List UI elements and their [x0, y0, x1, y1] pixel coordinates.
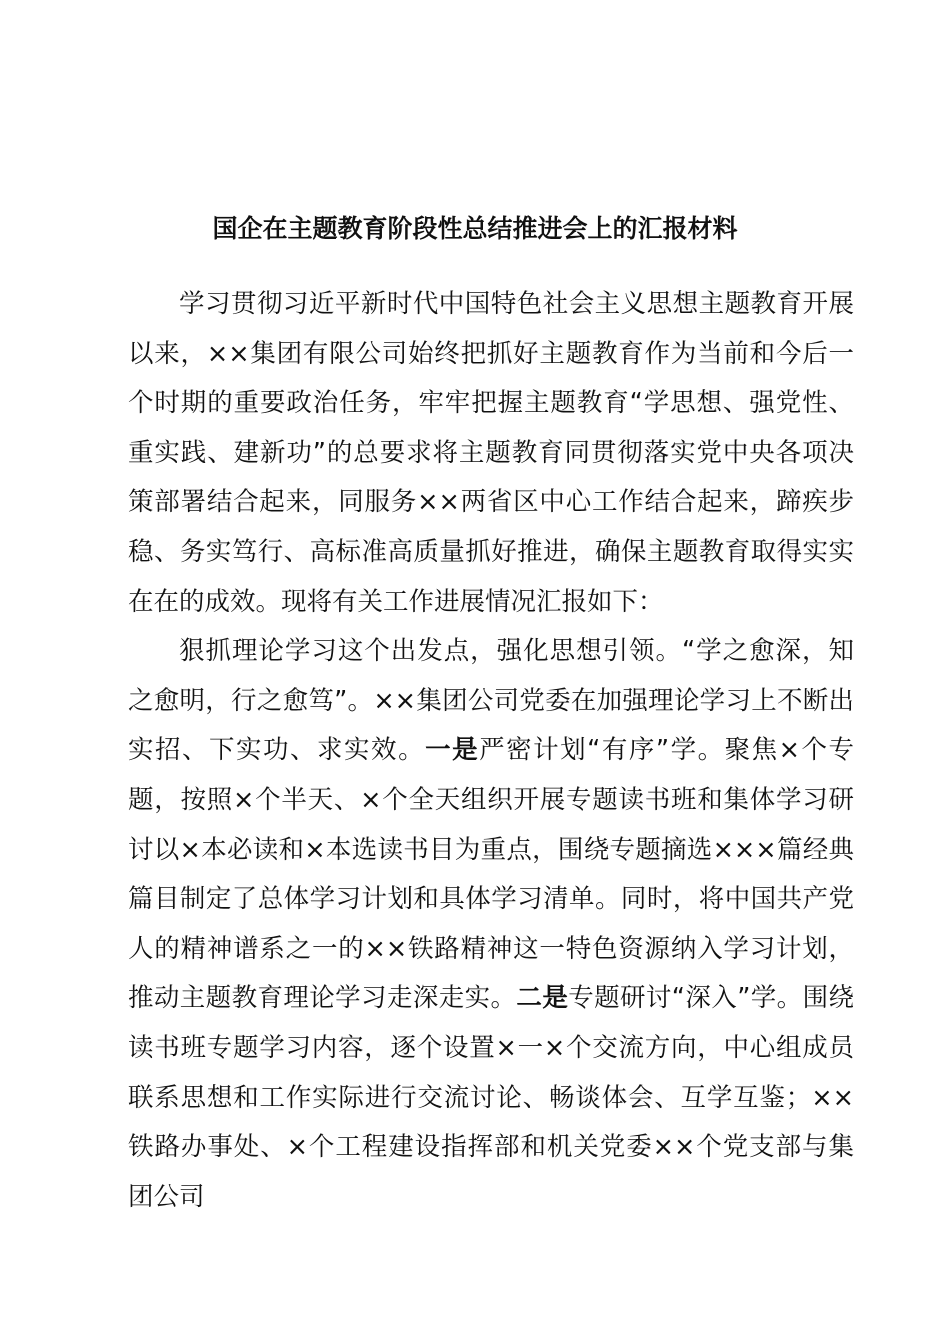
lead-second: 二是 — [516, 983, 569, 1014]
document-title: 国企在主题教育阶段性总结推进会上的汇报材料 — [212, 214, 738, 243]
lead-first: 一是 — [425, 735, 480, 766]
paragraph-theory-study-intro: 狠抓理论学习这个出发点，强化思想引领。“学之愈深，知之愈明，行之愈笃”。××集团公司党委在加强理论学习上不断出实招、下实功、求实效。 — [128, 636, 854, 766]
paragraph-theory-study — [128, 627, 854, 1222]
paragraph-second-item: 专题研讨“深入”学。围绕读书班专题学习内容，逐个设置×一×个交流方向，中心组成员联系思想和工作实际进行交流讨论、畅谈体会、互学互鉴；××铁路办事处、×个工程建设指挥部和机关党委××个党支部与集团公司 — [128, 983, 854, 1212]
paragraph-intro: 学习贯彻习近平新时代中国特色社会主义思想主题教育开展以来，××集团有限公司始终把抓好主题教育作为当前和今后一个时期的重要政治任务，牢牢把握主题教育“学思想、强党性、重实践、建新功”的总要求将主题教育同贯彻落实党中央各项决策部署结合起来，同服务××两省区中心工作结合起来，蹄疾步稳、务实笃行、高标准高质量抓好推进，确保主题教育取得实实在在的成效。现将有关工作进展情况汇报如下： — [128, 289, 854, 617]
paragraph-first-item: 严密计划“有序”学。聚焦×个专题，按照×个半天、×个全天组织开展专题读书班和集体学习研讨以×本必读和×本选读书目为重点，围绕专题摘选×××篇经典篇目制定了总体学习计划和具体学习清单。同时，将中国共产党人的精神谱系之一的××铁路精神这一特色资源纳入学习计划，推动主题教育理论学习走深走实。 — [128, 735, 854, 1014]
document-body — [128, 280, 854, 1222]
